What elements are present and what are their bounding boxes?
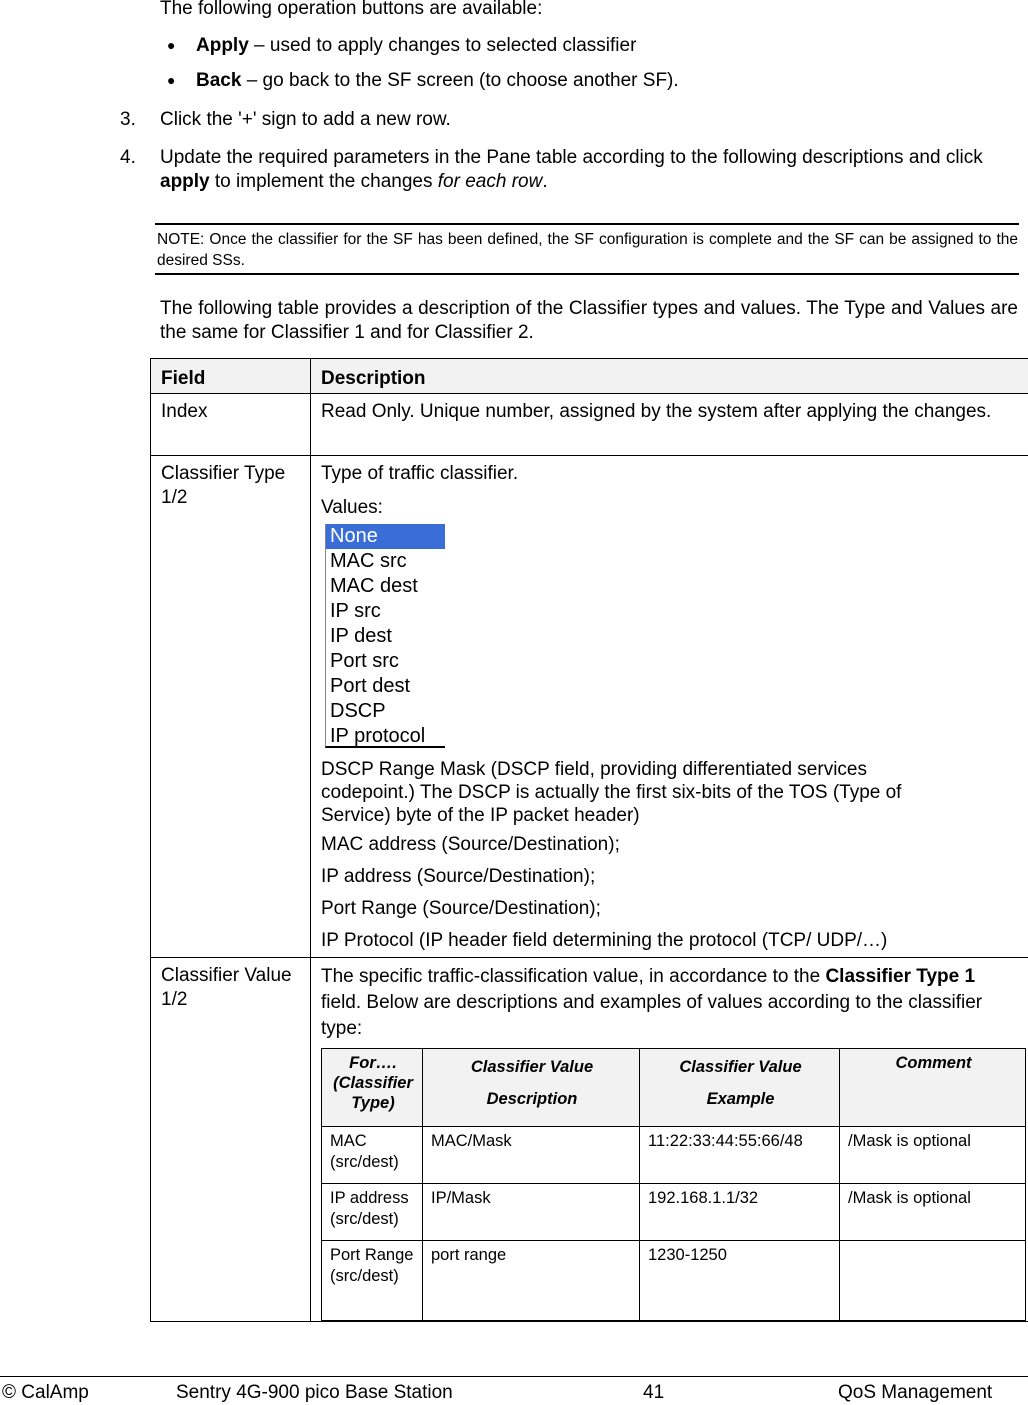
footer-divider (0, 1376, 1028, 1377)
bullet-dot-icon: ● (167, 37, 176, 53)
detail-dscp: DSCP Range Mask (DSCP field, providing differentiated services codepoint.) The DSCP is actually the first six-bits of the TOS (Type of Service) byte of the IP packet header) (321, 759, 902, 826)
footer-page-number: 41 (643, 1382, 665, 1403)
inner-cell: /Mask is optional (840, 1127, 1026, 1184)
footer-section: QoS Management (838, 1382, 993, 1403)
field-classifier-type: Classifier Type 1/2 (151, 456, 311, 958)
step-number: 3. (120, 109, 136, 130)
buttons-intro: The following operation buttons are available: (160, 0, 543, 19)
detail-protocol: IP Protocol (IP header field determining the protocol (TCP/ UDP/…) (321, 930, 888, 951)
listbox-option[interactable]: MAC dest (330, 575, 418, 597)
values-label: Values: (321, 497, 383, 518)
inner-header: Classifier Value Description (423, 1049, 640, 1127)
inner-row (322, 1241, 1026, 1321)
listbox-option[interactable]: IP dest (330, 625, 392, 647)
table-row (151, 456, 1028, 958)
listbox-option[interactable]: Port dest (330, 675, 411, 697)
inner-header: Classifier Value Example (640, 1049, 840, 1127)
listbox-option[interactable]: DSCP (330, 700, 386, 722)
classifier-table (150, 358, 1028, 1322)
bullet-desc: – go back to the SF screen (to choose another SF). (241, 70, 679, 91)
detail-mac: MAC address (Source/Destination); (321, 834, 620, 855)
inner-cell: Port Range (src/dest) (322, 1241, 423, 1321)
inner-row (322, 1184, 1026, 1241)
inner-cell: /Mask is optional (840, 1184, 1026, 1241)
inner-header: Comment (840, 1049, 1026, 1127)
detail-port: Port Range (Source/Destination); (321, 898, 601, 919)
listbox-option[interactable]: IP protocol (330, 725, 426, 747)
inner-cell: MAC (src/dest) (322, 1127, 423, 1184)
value-description: The specific traffic-classification value, in accordance to the Classifier Type 1 field. Below are descriptions and examples of values according to the classifier type: (321, 966, 983, 1039)
header-description: Description (311, 359, 1028, 394)
desc-classifier-type (311, 456, 1028, 958)
field-classifier-value: Classifier Value 1/2 (151, 958, 311, 1322)
detail-ip: IP address (Source/Destination); (321, 866, 596, 887)
bullet-term: Back (196, 70, 242, 91)
value-examples-table (321, 1048, 1026, 1321)
inner-cell: 11:22:33:44:55:66/48 (640, 1127, 840, 1184)
inner-header: For…. (Classifier Type) (322, 1049, 423, 1127)
table-row (151, 958, 1028, 1322)
type-title: Type of traffic classifier. (321, 463, 519, 484)
step-number: 4. (120, 147, 136, 168)
listbox-option[interactable]: IP src (330, 600, 381, 622)
inner-cell: 1230-1250 (640, 1241, 840, 1321)
step-text: Update the required parameters in the Pane table according to the following descriptions and click apply to implement the changes for each row. (160, 147, 983, 192)
inner-row (322, 1127, 1026, 1184)
inner-cell: MAC/Mask (423, 1127, 640, 1184)
inner-cell: IP address (src/dest) (322, 1184, 423, 1241)
inner-cell (840, 1241, 1026, 1321)
table-header-row (151, 359, 1028, 394)
footer-product: Sentry 4G-900 pico Base Station (176, 1382, 453, 1403)
bullet-dot-icon: ● (167, 72, 176, 88)
field-index: Index (151, 394, 311, 456)
bullet-desc: – used to apply changes to selected classifier (248, 35, 637, 56)
inner-cell: IP/Mask (423, 1184, 640, 1241)
inner-header-row (322, 1049, 1026, 1127)
header-field: Field (151, 359, 311, 394)
inner-cell: port range (423, 1241, 640, 1321)
desc-classifier-value (311, 958, 1028, 1322)
desc-index: Read Only. Unique number, assigned by the system after applying the changes. (311, 394, 1028, 456)
listbox-option[interactable]: Port src (330, 650, 399, 672)
footer-copyright: © CalAmp (2, 1382, 89, 1403)
listbox-option[interactable]: MAC src (330, 550, 407, 572)
classifier-type-listbox[interactable] (325, 524, 445, 748)
note-box: NOTE: Once the classifier for the SF has been defined, the SF configuration is complete and the SF can be assigned to the desired SSs. (155, 223, 1019, 275)
table-intro: The following table provides a description of the Classifier types and values. The Type and Values are the same for Classifier 1 and for Classifier 2. (160, 298, 1018, 343)
listbox-option[interactable]: None (326, 524, 445, 549)
inner-cell: 192.168.1.1/32 (640, 1184, 840, 1241)
step-text: Click the '+' sign to add a new row. (160, 109, 451, 130)
table-row (151, 394, 1028, 456)
bullet-term: Apply (196, 35, 249, 56)
